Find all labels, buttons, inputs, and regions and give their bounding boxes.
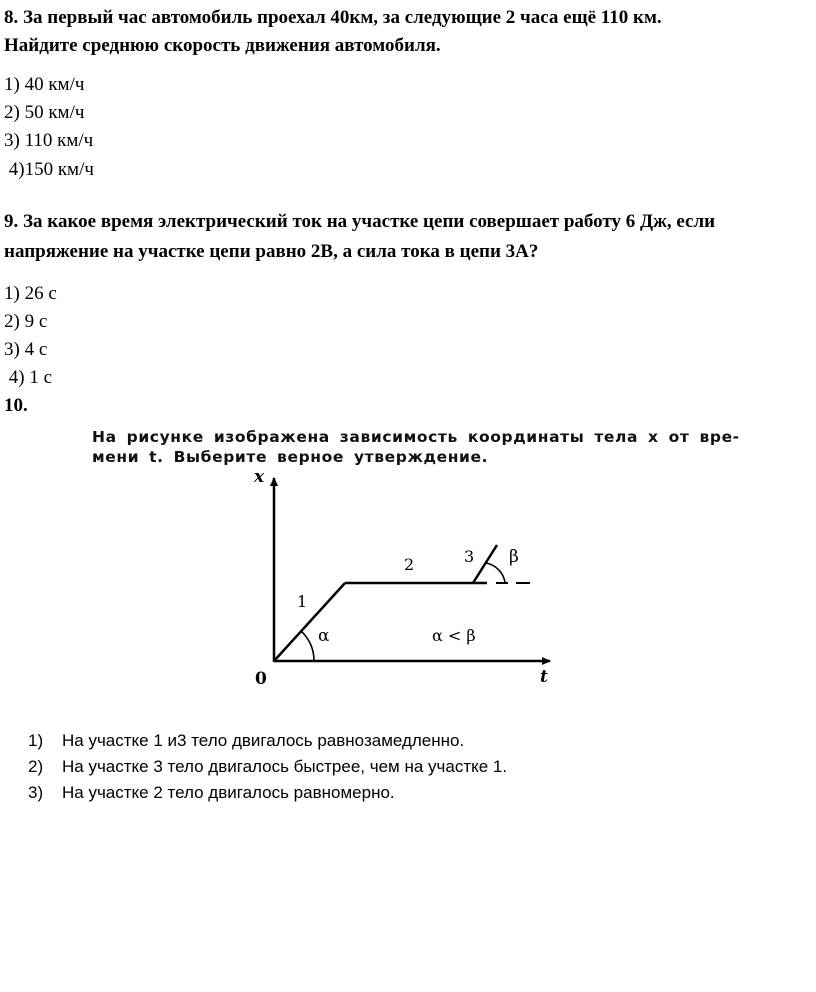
q9-option-2: 2) 9 с [4,311,48,332]
angle-relation-label: α < β [432,626,476,645]
segment-3-line [473,545,497,583]
q8-option-4: 4)150 км/ч [4,159,94,180]
q9-option-3: 3) 4 с [4,339,48,360]
origin-label: 0 [255,669,267,689]
angle-beta-arc [486,563,505,582]
q10-answer-1-number: 1) [28,731,44,750]
q8-title-line1: 8. За первый час автомобиль проехал 40км, за следующие 2 часа ещё 110 км. [4,7,662,28]
x-axis-label: t [540,667,548,687]
q8-option-2: 2) 50 км/ч [4,102,85,123]
q9-title-line2: напряжение на участке цепи равно 2В, а сила тока в цепи 3А? [4,241,539,262]
q9-option-1: 1) 26 с [4,283,57,304]
q9-option-4: 4) 1 с [4,367,53,388]
q10-answer-2-number: 2) [28,757,44,776]
q8-option-1: 1) 40 км/ч [4,74,85,95]
q10-answer-3 [28,780,507,806]
q10-number: 10. [4,395,28,416]
q10-answer-1 [28,728,507,754]
q10-caption-line1: На рисунке изображена зависимость координаты тела x от вре- [92,428,740,446]
segment-2-label: 2 [404,555,415,574]
q10-answer-2 [28,754,507,780]
q10-answer-1-text: На участке 1 и3 тело двигалось равнозамедленно. [62,731,465,750]
angle-alpha-label: α [318,626,330,646]
angle-beta-label: β [509,547,519,567]
q8-option-3: 3) 110 км/ч [4,130,94,151]
q10-answer-list [28,728,507,806]
q9-title-line1: 9. За какое время электрический ток на участке цепи совершает работу 6 Дж, если [4,211,716,232]
segment-1-line [274,583,345,661]
angle-alpha-arc [301,631,314,661]
y-axis-label: x [254,467,265,487]
segment-3-label: 3 [464,547,475,566]
q10-caption-line2: мени t. Выберите верное утверждение. [92,448,489,466]
q8-title-line2: Найдите среднюю скорость движения автомобиля. [4,35,441,56]
q10-answer-3-number: 3) [28,783,44,802]
segment-1-label: 1 [297,592,308,611]
q10-answer-2-text: На участке 3 тело двигалось быстрее, чем на участке 1. [62,757,508,776]
q10-answer-3-text: На участке 2 тело двигалось равномерно. [62,783,395,802]
